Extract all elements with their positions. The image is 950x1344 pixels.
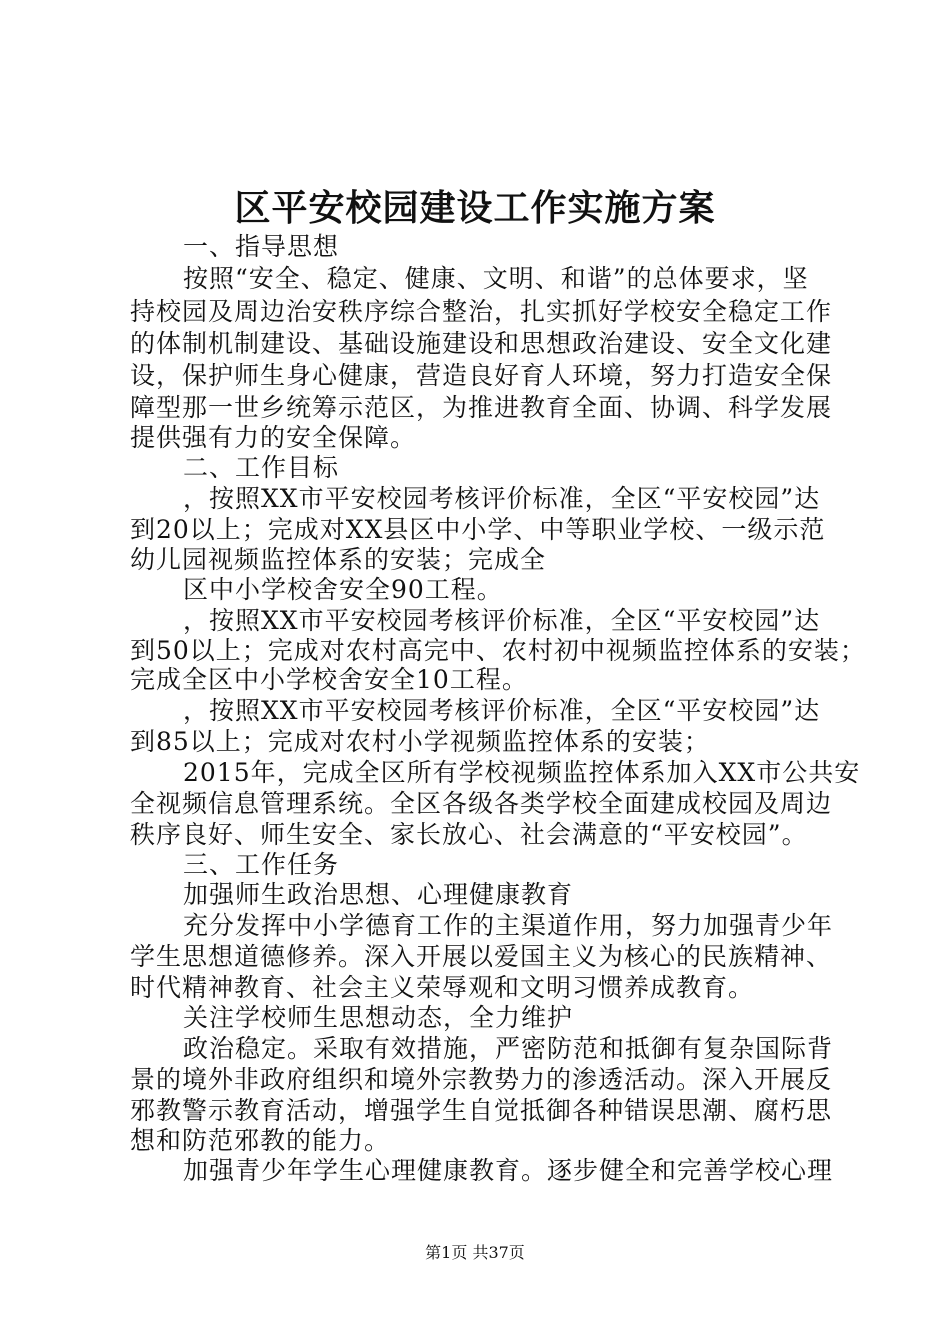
paragraph-line: 提供强有力的安全保障。 xyxy=(130,423,417,452)
paragraph-line: 设，保护师生身心健康，营造良好育人环境，努力打造安全保 xyxy=(130,361,833,390)
paragraph-line: 的体制机制建设、基础设施建设和思想政治建设、安全文化建 xyxy=(130,329,833,358)
page-footer: 第1页 共37页 xyxy=(425,1243,525,1262)
paragraph-line: 加强青少年学生心理健康教育。逐步健全和完善学校心理 xyxy=(183,1156,834,1185)
section-heading: 二、工作目标 xyxy=(183,453,340,482)
paragraph-line: ，按照XX市平安校园考核评价标准，全区“平安校园”达 xyxy=(183,606,821,635)
paragraph-line: 学生思想道德修养。深入开展以爱国主义为核心的民族精神、 xyxy=(130,942,833,971)
document-title: 区平安校园建设工作实施方案 xyxy=(234,187,716,229)
paragraph-line: 充分发挥中小学德育工作的主渠道作用，努力加强青少年 xyxy=(183,911,834,940)
paragraph-line: 政治稳定。采取有效措施，严密防范和抵御有复杂国际背 xyxy=(183,1034,834,1063)
paragraph-line: 到85以上；完成对农村小学视频监控体系的安装； xyxy=(130,727,710,756)
paragraph-line: 到50以上；完成对农村高完中、农村初中视频监控体系的安装； xyxy=(130,636,866,665)
paragraph-line: 障型那一世乡统筹示范区，为推进教育全面、协调、科学发展 xyxy=(130,393,833,422)
paragraph-line: 时代精神教育、社会主义荣辱观和文明习惯养成教育。 xyxy=(130,973,755,1002)
paragraph-line: 完成全区中小学校舍安全10工程。 xyxy=(130,665,528,694)
paragraph-line: 邪教警示教育活动，增强学生自觉抵御各种错误思潮、腐朽思 xyxy=(130,1096,833,1125)
paragraph-line: 区中小学校舍安全90工程。 xyxy=(183,575,503,604)
paragraph-line: 想和防范邪教的能力。 xyxy=(130,1126,391,1155)
paragraph-line: 到20以上；完成对XX县区中小学、中等职业学校、一级示范 xyxy=(130,515,826,544)
paragraph-line: 持校园及周边治安秩序综合整治，扎实抓好学校安全稳定工作 xyxy=(130,297,833,326)
section-heading: 三、工作任务 xyxy=(183,850,340,879)
paragraph-line: 秩序良好、师生安全、家长放心、社会满意的“平安校园”。 xyxy=(130,820,808,849)
paragraph-line: ，按照XX市平安校园考核评价标准，全区“平安校园”达 xyxy=(183,696,821,725)
paragraph-line: 幼儿园视频监控体系的安装；完成全 xyxy=(130,545,547,574)
paragraph-line: 景的境外非政府组织和境外宗教势力的渗透活动。深入开展反 xyxy=(130,1065,833,1094)
paragraph-line: 2015年，完成全区所有学校视频监控体系加入XX市公共安 xyxy=(183,758,861,787)
paragraph-line: ，按照XX市平安校园考核评价标准，全区“平安校园”达 xyxy=(183,484,821,513)
paragraph-line: 按照“安全、稳定、健康、文明、和谐”的总体要求，坚 xyxy=(183,264,809,293)
subsection-heading: 加强师生政治思想、心理健康教育 xyxy=(183,880,574,909)
section-heading: 一、指导思想 xyxy=(183,232,340,261)
paragraph-line: 全视频信息管理系统。全区各级各类学校全面建成校园及周边 xyxy=(130,789,833,818)
subsection-heading: 关注学校师生思想动态，全力维护 xyxy=(183,1003,574,1032)
